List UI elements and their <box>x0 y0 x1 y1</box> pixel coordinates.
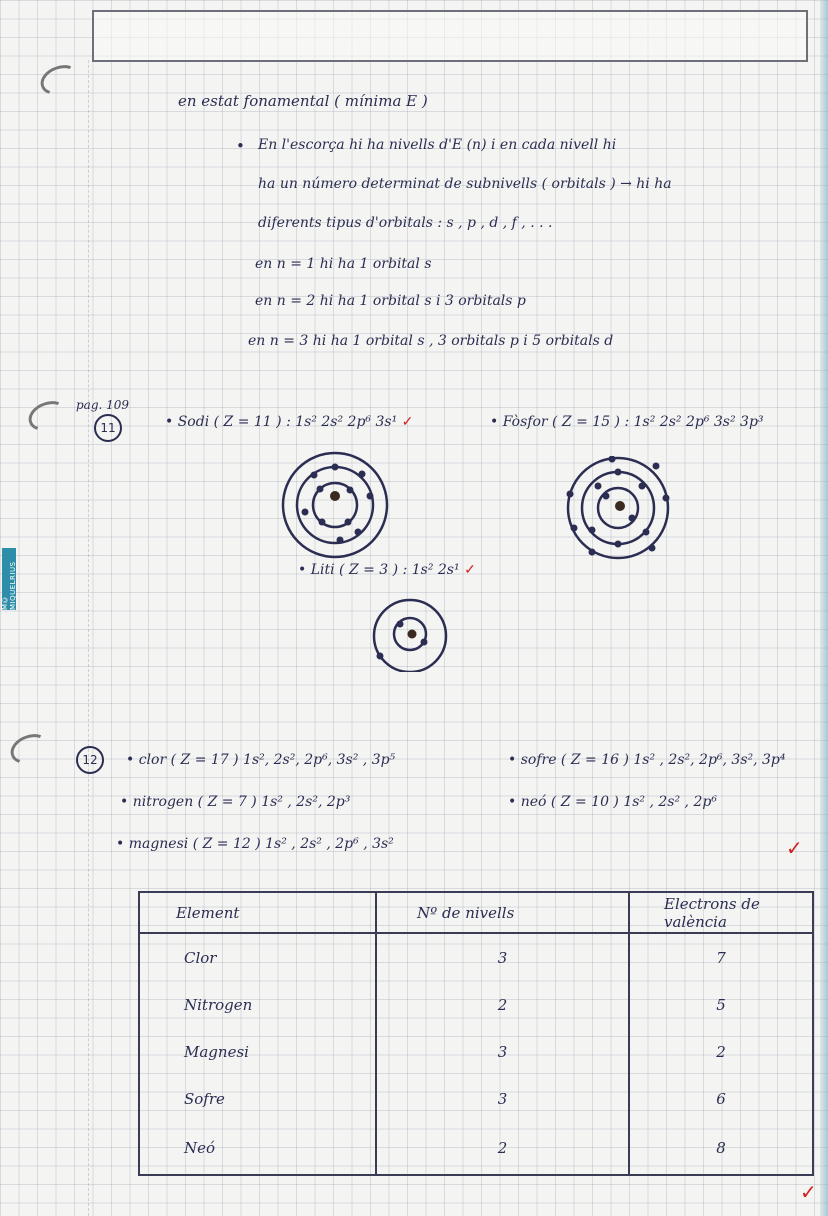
intro-line-2: ha un número determinat de subnivells ( orbitals ) → hi ha <box>258 176 672 192</box>
cell-element: Clor <box>139 933 376 981</box>
table-row <box>139 1028 813 1075</box>
intro-line-3: diferents tipus d'orbitals : s , p , d , f , . . . <box>258 215 553 231</box>
header-element: Element <box>139 892 376 933</box>
table-header-row <box>139 892 813 933</box>
header-box <box>92 10 808 62</box>
binder-ring-2 <box>24 396 71 436</box>
table-row <box>139 1075 813 1122</box>
cell-valence: 7 <box>629 933 813 981</box>
header-levels: Nº de nivells <box>376 892 629 933</box>
exercise-12-number: 12 <box>76 746 104 774</box>
liti-configuration: • Liti ( Z = 3 ) : 1s² 2s¹ ✓ <box>298 562 476 578</box>
cell-valence: 5 <box>629 981 813 1028</box>
check-mark-table: ✓ <box>800 1180 817 1204</box>
cell-levels: 3 <box>376 1028 629 1075</box>
magnesi-configuration: • magnesi ( Z = 12 ) 1s² , 2s² , 2p⁶ , 3s² <box>116 836 394 852</box>
cell-levels: 3 <box>376 1075 629 1122</box>
nitrogen-configuration: • nitrogen ( Z = 7 ) 1s² , 2s², 2p³ <box>120 794 351 810</box>
binder-ring-1 <box>36 60 83 100</box>
intro-line-5: en n = 2 hi ha 1 orbital s i 3 orbitals p <box>255 293 526 309</box>
sodi-configuration: • Sodi ( Z = 11 ) : 1s² 2s² 2p⁶ 3s¹ ✓ <box>165 414 414 430</box>
exercise-11-number: 11 <box>94 414 122 442</box>
margin-line <box>88 60 89 1216</box>
check-mark-liti: ✓ <box>464 562 476 578</box>
elements-table <box>138 891 814 1176</box>
table-row <box>139 981 813 1028</box>
clor-configuration: • clor ( Z = 17 ) 1s², 2s², 2p⁶, 3s² , 3p⁵ <box>126 752 396 768</box>
intro-line-6: en n = 3 hi ha 1 orbital s , 3 orbitals p i 5 orbitals d <box>248 333 614 349</box>
cell-element: Neó <box>139 1122 376 1175</box>
cell-valence: 8 <box>629 1122 813 1175</box>
liti-atom-diagram <box>368 596 452 672</box>
fosfor-configuration: • Fòsfor ( Z = 15 ) : 1s² 2s² 2p⁶ 3s² 3p³ <box>490 414 764 430</box>
intro-line-1: En l'escorça hi ha nivells d'E (n) i en cada nivell hi <box>258 137 617 153</box>
cell-valence: 2 <box>629 1028 813 1075</box>
cell-valence: 6 <box>629 1075 813 1122</box>
sodi-atom-diagram <box>280 450 390 560</box>
neo-configuration: • neó ( Z = 10 ) 1s² , 2s² , 2p⁶ <box>508 794 717 810</box>
intro-line-4: en n = 1 hi ha 1 orbital s <box>255 256 432 272</box>
page-reference: pag. 109 <box>76 398 130 412</box>
check-mark-sodi: ✓ <box>401 414 414 430</box>
intro-line-0: en estat fonamental ( mínima E ) <box>178 92 428 110</box>
cell-element: Sofre <box>139 1075 376 1122</box>
brand-tag: M© MIQUELRIUS <box>2 548 16 610</box>
header-valence: Electrons de valència <box>629 892 813 933</box>
table-row <box>139 1122 813 1175</box>
table-row <box>139 933 813 981</box>
page-edge-strip <box>820 0 828 1216</box>
binder-ring-3 <box>6 729 53 769</box>
cell-element: Magnesi <box>139 1028 376 1075</box>
fosfor-atom-diagram <box>562 456 672 566</box>
cell-levels: 2 <box>376 1122 629 1175</box>
sofre-configuration: • sofre ( Z = 16 ) 1s² , 2s², 2p⁶, 3s², 3p⁴ <box>508 752 786 768</box>
cell-levels: 2 <box>376 981 629 1028</box>
check-mark-exercise-12: ✓ <box>786 836 803 860</box>
intro-bullet: • <box>236 137 245 155</box>
cell-element: Nitrogen <box>139 981 376 1028</box>
cell-levels: 3 <box>376 933 629 981</box>
